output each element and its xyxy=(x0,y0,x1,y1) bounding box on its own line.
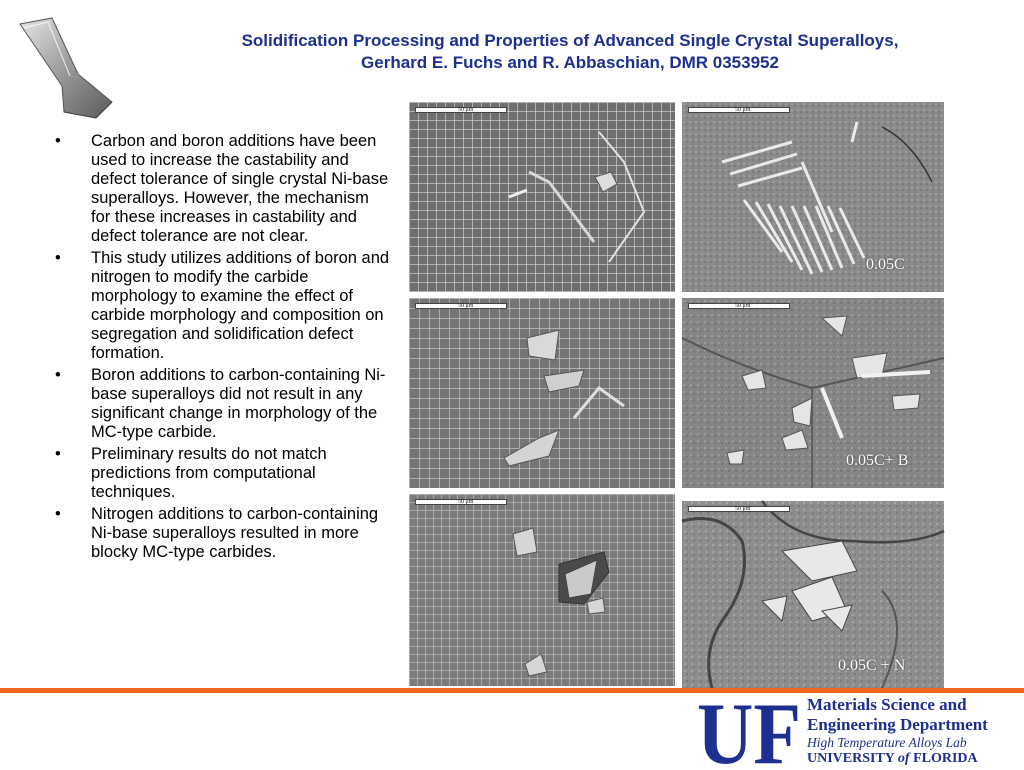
bullet-glyph: • xyxy=(55,366,61,384)
department-block xyxy=(807,695,988,767)
micrograph-right-1 xyxy=(682,102,944,292)
bullet-glyph: • xyxy=(55,132,61,150)
scale-label: 50 μm xyxy=(735,107,751,113)
scale-bar xyxy=(688,303,790,309)
scale-bar xyxy=(688,107,790,113)
scale-bar xyxy=(415,303,507,309)
uf-logo-text: UF xyxy=(697,686,801,770)
title-line-1: Solidification Processing and Properties of Advanced Single Crystal Superalloys, xyxy=(241,31,899,50)
bullet-list xyxy=(52,132,392,565)
micrograph-label-0-05c: 0.05C xyxy=(866,256,905,273)
scale-label: 50 μm xyxy=(458,107,474,113)
bullet-glyph: • xyxy=(55,505,61,523)
page-title xyxy=(150,30,990,74)
university-name xyxy=(807,751,988,767)
university-of: of xyxy=(897,751,910,766)
scale-label: 50 μm xyxy=(735,506,751,512)
list-item xyxy=(52,505,392,562)
turbine-blade-image xyxy=(12,14,122,124)
scale-bar xyxy=(688,506,790,512)
bullet-glyph: • xyxy=(55,249,61,267)
title-line-2: Gerhard E. Fuchs and R. Abbaschian, DMR 0353952 xyxy=(361,53,779,72)
micrograph-left-1 xyxy=(409,102,675,292)
micrograph-right-2 xyxy=(682,298,944,488)
micrograph-label-0-05c-n: 0.05C + N xyxy=(838,657,906,674)
list-item xyxy=(52,366,392,442)
micrograph-right-3 xyxy=(682,501,944,688)
micrograph-left-2 xyxy=(409,298,675,488)
bullet-text: Preliminary results do not match predictions from computational techniques. xyxy=(91,445,327,501)
bullet-glyph: • xyxy=(55,445,61,463)
scale-label: 50 μm xyxy=(458,499,474,505)
list-item xyxy=(52,132,392,246)
uf-logo xyxy=(697,686,801,770)
micrograph-left-3 xyxy=(409,494,675,686)
orange-divider xyxy=(0,688,1024,693)
dept-line-1: Materials Science and xyxy=(807,695,967,714)
list-item xyxy=(52,249,392,363)
bullet-text: Boron additions to carbon-containing Ni-base superalloys did not result in any significant change in morphology of the MC-type carbide. xyxy=(91,366,386,441)
bullet-text: Carbon and boron additions have been used to increase the castability and defect tolerance of single crystal Ni-base superalloys. However, the mechanism for these increases in castability and defect tolerance are not clear. xyxy=(91,132,389,245)
dept-line-2: Engineering Department xyxy=(807,715,988,734)
bullet-text: This study utilizes additions of boron and nitrogen to modify the carbide morphology to examine the effect of carbide morphology and composition on segregation and solidification defect formation. xyxy=(91,249,390,362)
university-post: FLORIDA xyxy=(913,751,978,766)
bullet-text: Nitrogen additions to carbon-containing Ni-base superalloys resulted in more blocky MC-type carbides. xyxy=(91,505,379,561)
scale-bar xyxy=(415,499,507,505)
university-pre: UNIVERSITY xyxy=(807,751,895,766)
micrograph-label-0-05c-b: 0.05C+ B xyxy=(846,452,909,469)
lab-name: High Temperature Alloys Lab xyxy=(807,735,967,750)
list-item xyxy=(52,445,392,502)
scale-label: 50 μm xyxy=(735,303,751,309)
scale-label: 50 μm xyxy=(458,303,474,309)
scale-bar xyxy=(415,107,507,113)
